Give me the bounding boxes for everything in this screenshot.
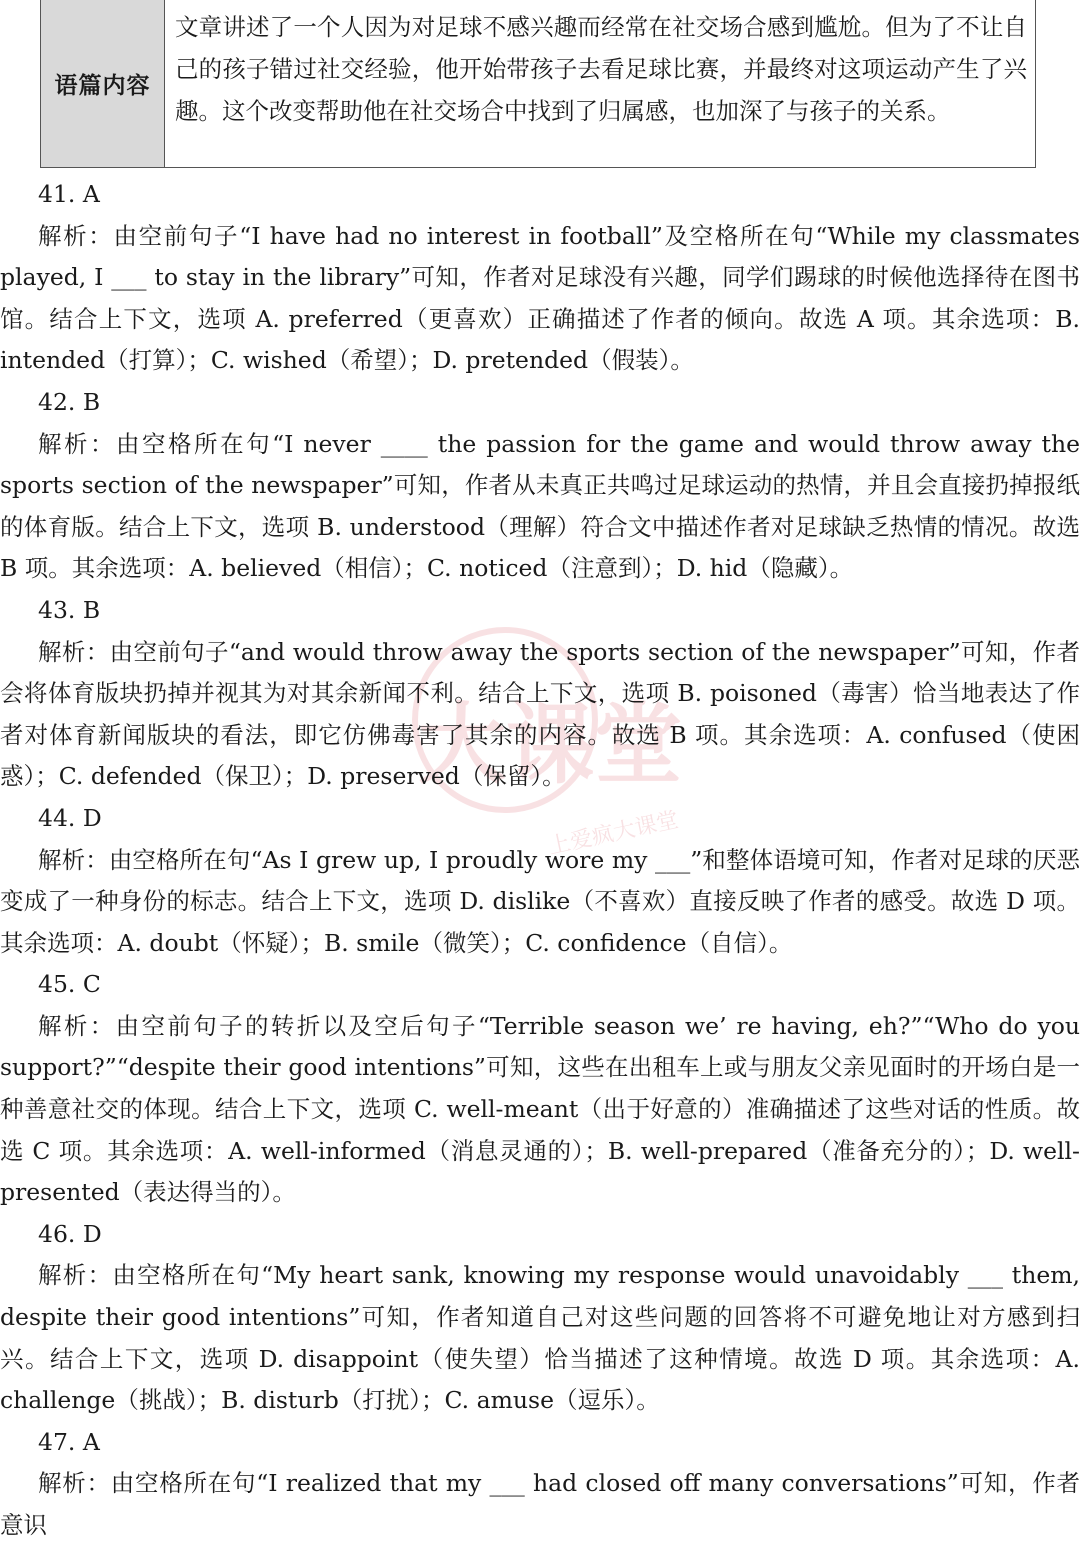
answer-analysis: 解析：由空格所在句“I realized that my ___ had closed off many conversations”可知，作者意识 [0, 1469, 1080, 1539]
answer-number: 44. D [38, 803, 102, 832]
answer-item-45 [0, 964, 1080, 1214]
watermark-sub-text: 上爱疯大课堂 [546, 807, 681, 860]
answer-number: 45. C [38, 970, 101, 999]
answer-item-47 [0, 1422, 1080, 1547]
answer-number: 41. A [38, 180, 100, 208]
answer-analysis: 解析：由空前句子“I have had no interest in football”及空格所在句“While my classmates played, I ___ to stay in the library”可知，作者对足球没有兴趣，同学们踢球的时候他选择待在图书馆。结合上下文，选项 A. preferred（更喜欢）正确描述了作者的倾向。故选 A 项。其余选项：B. intended（打算）；C. wished（希望）；D. pretended（假装）。 [0, 221, 1080, 375]
answer-analysis: 解析：由空前句子“and would throw away the sports section of the newspaper”可知，作者会将体育版块扔掉并视其为对其余新闻不利。结合上下文，选项 B. poisoned（毒害）恰当地表达了作者对体育新闻版块的看法，即它仿佛毒害了其余的内容。故选 B 项。其余选项：A. confused（使困惑）；C. defended（保卫）；D. preserved（保留）。 [0, 637, 1080, 791]
answer-number: 46. D [38, 1219, 102, 1248]
answer-item-44 [0, 798, 1080, 964]
summary-table [40, 0, 1036, 168]
answer-item-41 [0, 174, 1080, 382]
summary-text: 文章讲述了一个人因为对足球不感兴趣而经常在社交场合感到尴尬。但为了不让自己的孩子错过社交经验，他开始带孩子去看足球比赛，并最终对这项运动产生了兴趣。这个改变帮助他在社交场合中找到了归属感，也加深了与孩子的关系。 [175, 13, 1027, 125]
answer-analysis: 解析：由空格所在句“As I grew up, I proudly wore my ___”和整体语境可知，作者对足球的厌恶变成了一种身份的标志。结合上下文，选项 D. dislike（不喜欢）直接反映了作者的感受。故选 D 项。其余选项：A. doubt（怀疑）；B. smile（微笑）；C. confidence（自信）。 [0, 845, 1080, 957]
summary-label: 语篇内容 [41, 0, 165, 167]
answer-list [0, 174, 1080, 1547]
answer-number: 43. B [38, 595, 101, 624]
answer-number: 42. B [38, 387, 101, 416]
answer-analysis: 解析：由空前句子的转折以及空后句子“Terrible season we’ re having, eh?”“Who do you support?”“despite their good intentions”可知，这些在出租车上或与朋友父亲见面时的开场白是一种善意社交的体现。结合上下文，选项 C. well-meant（出于好意的）准确描述了这些对话的性质。故选 C 项。其余选项：A. well-informed（消息灵通的）；B. well-prepared（准备充分的）；D. well-presented（表达得当的）。 [0, 1011, 1080, 1207]
answer-item-42 [0, 382, 1080, 590]
answer-item-43 [0, 590, 1080, 798]
answer-item-46 [0, 1214, 1080, 1422]
answer-analysis: 解析：由空格所在句“I never ____ the passion for the game and would throw away the sports section of the newspaper”可知，作者从未真正共鸣过足球运动的热情，并且会直接扔掉报纸的体育版。结合上下文，选项 B. understood（理解）符合文中描述作者对足球缺乏热情的情况。故选 B 项。其余选项：A. believed（相信）；C. noticed（注意到）；D. hid（隐藏）。 [0, 429, 1080, 583]
answer-analysis: 解析：由空格所在句“My heart sank, knowing my response would unavoidably ___ them, despite their good intentions”可知，作者知道自己对这些问题的回答将不可避免地让对方感到扫兴。结合上下文，选项 D. disappoint（使失望）恰当描述了这种情境。故选 D 项。其余选项：A. challenge（挑战）；B. disturb（打扰）；C. amuse（逗乐）。 [0, 1261, 1080, 1415]
answer-number: 47. A [38, 1427, 100, 1456]
watermark-main-text: 大课堂 [417, 693, 683, 796]
